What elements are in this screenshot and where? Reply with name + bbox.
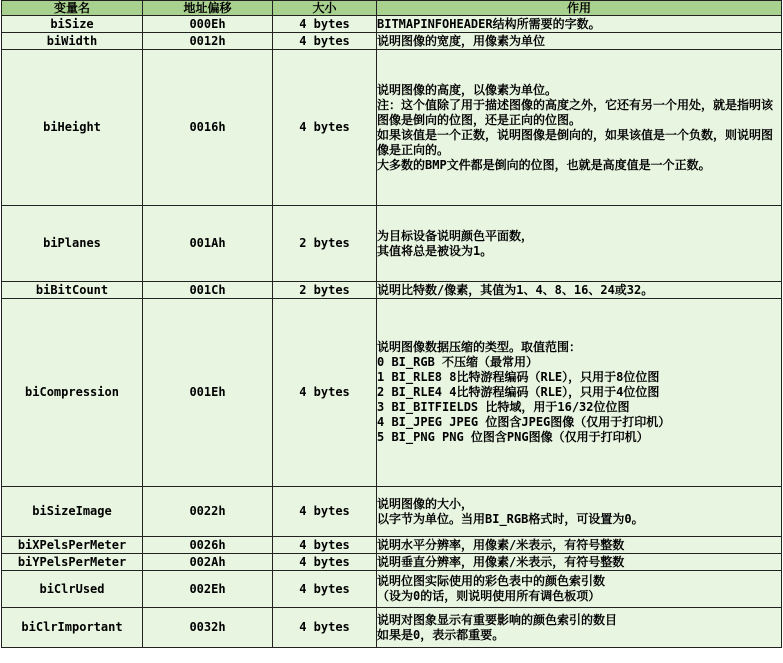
- field-description: [377, 282, 782, 299]
- field-name: biWidth: [2, 33, 143, 50]
- description-line: 说明图像数据压缩的类型。取值范围：: [377, 340, 582, 354]
- header-address-offset: 地址偏移: [143, 1, 273, 16]
- field-size: 4 bytes: [273, 16, 377, 33]
- field-name: biClrUsed: [2, 571, 143, 608]
- field-description: [377, 33, 782, 50]
- description-line: BITMAPINFOHEADER结构所需要的字数。: [377, 16, 601, 31]
- description-line: （设为0的话，则说明使用所有调色板项）: [377, 589, 601, 603]
- field-name: biClrImportant: [2, 608, 143, 648]
- description-line: 说明水平分辨率，用像素/米表示，有符号整数: [377, 537, 625, 552]
- description-line: 说明图像的高度，以像素为单位。: [377, 82, 558, 97]
- field-description: [377, 554, 782, 571]
- field-offset: 001Ah: [143, 206, 273, 282]
- table-row: [2, 554, 782, 571]
- field-offset: 002Ah: [143, 554, 273, 571]
- field-name: biBitCount: [2, 282, 143, 299]
- table-row: [2, 206, 782, 282]
- field-size: 2 bytes: [273, 206, 377, 282]
- description-line: 如果该值是一个正数，说明图像是倒向的，如果该值是一个负数，则说明图像是正向的。: [377, 127, 774, 157]
- field-size: 4 bytes: [273, 537, 377, 554]
- table-row: [2, 282, 782, 299]
- description-line: 大多数的BMP文件都是倒向的位图，也就是高度值是一个正数。: [377, 157, 711, 172]
- description-line: 说明对图象显示有重要影响的颜色索引的数目: [377, 612, 618, 627]
- description-line: 1 BI_RLE8 8比特游程编码（RLE），只用于8位位图: [377, 370, 660, 384]
- table-row: [2, 16, 782, 33]
- field-size: 4 bytes: [273, 50, 377, 206]
- description-line: 2 BI_RLE4 4比特游程编码（RLE），只用于4位位图: [377, 385, 660, 399]
- field-name: biPlanes: [2, 206, 143, 282]
- field-description: [377, 487, 782, 537]
- field-offset: 0032h: [143, 608, 273, 648]
- description-line: 3 BI_BITFIELDS 比特域，用于16/32位位图: [377, 400, 630, 414]
- field-description: [377, 571, 782, 608]
- field-size: 4 bytes: [273, 608, 377, 648]
- field-offset: 001Eh: [143, 299, 273, 487]
- description-line: 说明图像的大小，: [377, 496, 474, 511]
- field-offset: 0026h: [143, 537, 273, 554]
- table-row: [2, 537, 782, 554]
- table-row: [2, 33, 782, 50]
- field-size: 4 bytes: [273, 299, 377, 487]
- description-line: 说明垂直分辨率，用像素/米表示，有符号整数: [377, 554, 625, 569]
- description-line: 以字节为单位。当用BI_RGB格式时，可设置为0。: [377, 511, 644, 526]
- table-row: [2, 608, 782, 648]
- bitmapinfoheader-table: [1, 0, 782, 648]
- description-line: 4 BI_JPEG JPEG 位图含JPEG图像（仅用于打印机）: [377, 415, 671, 429]
- field-offset: 001Ch: [143, 282, 273, 299]
- field-size: 2 bytes: [273, 282, 377, 299]
- field-name: biSizeImage: [2, 487, 143, 537]
- field-description: [377, 50, 782, 206]
- field-offset: 002Eh: [143, 571, 273, 608]
- description-line: 说明比特数/像素，其值为1、4、8、16、24或32。: [377, 282, 654, 297]
- header-size: 大小: [273, 1, 377, 16]
- header-purpose: 作用: [377, 1, 782, 16]
- description-line: 其值将总是被设为1。: [377, 243, 493, 258]
- field-offset: 0022h: [143, 487, 273, 537]
- table-row: [2, 50, 782, 206]
- description-line: 5 BI_PNG PNG 位图含PNG图像（仅用于打印机）: [377, 430, 649, 444]
- table-row: [2, 487, 782, 537]
- table-row: [2, 571, 782, 608]
- field-description: [377, 206, 782, 282]
- description-line: 注：这个值除了用于描述图像的高度之外，它还有另一个用处，就是指明该图像是倒向的位图，还是正向的位图。: [377, 97, 774, 127]
- table-row: [2, 299, 782, 487]
- field-description: [377, 608, 782, 648]
- field-description: [377, 299, 782, 487]
- field-name: biYPelsPerMeter: [2, 554, 143, 571]
- header-variable-name: 变量名: [2, 1, 143, 16]
- field-offset: 000Eh: [143, 16, 273, 33]
- field-size: 4 bytes: [273, 571, 377, 608]
- description-line: 说明图像的宽度，用像素为单位: [377, 33, 546, 48]
- header-row: [2, 1, 782, 16]
- description-line: 说明位图实际使用的彩色表中的颜色索引数: [377, 574, 606, 588]
- field-size: 4 bytes: [273, 33, 377, 50]
- field-offset: 0016h: [143, 50, 273, 206]
- description-line: 为目标设备说明颜色平面数，: [377, 228, 534, 243]
- field-name: biCompression: [2, 299, 143, 487]
- field-size: 4 bytes: [273, 487, 377, 537]
- description-line: 0 BI_RGB 不压缩（最常用）: [377, 355, 539, 369]
- field-name: biSize: [2, 16, 143, 33]
- description-line: 如果是0，表示都重要。: [377, 627, 505, 642]
- field-description: [377, 16, 782, 33]
- field-offset: 0012h: [143, 33, 273, 50]
- field-description: [377, 537, 782, 554]
- field-name: biXPelsPerMeter: [2, 537, 143, 554]
- field-size: 4 bytes: [273, 554, 377, 571]
- field-name: biHeight: [2, 50, 143, 206]
